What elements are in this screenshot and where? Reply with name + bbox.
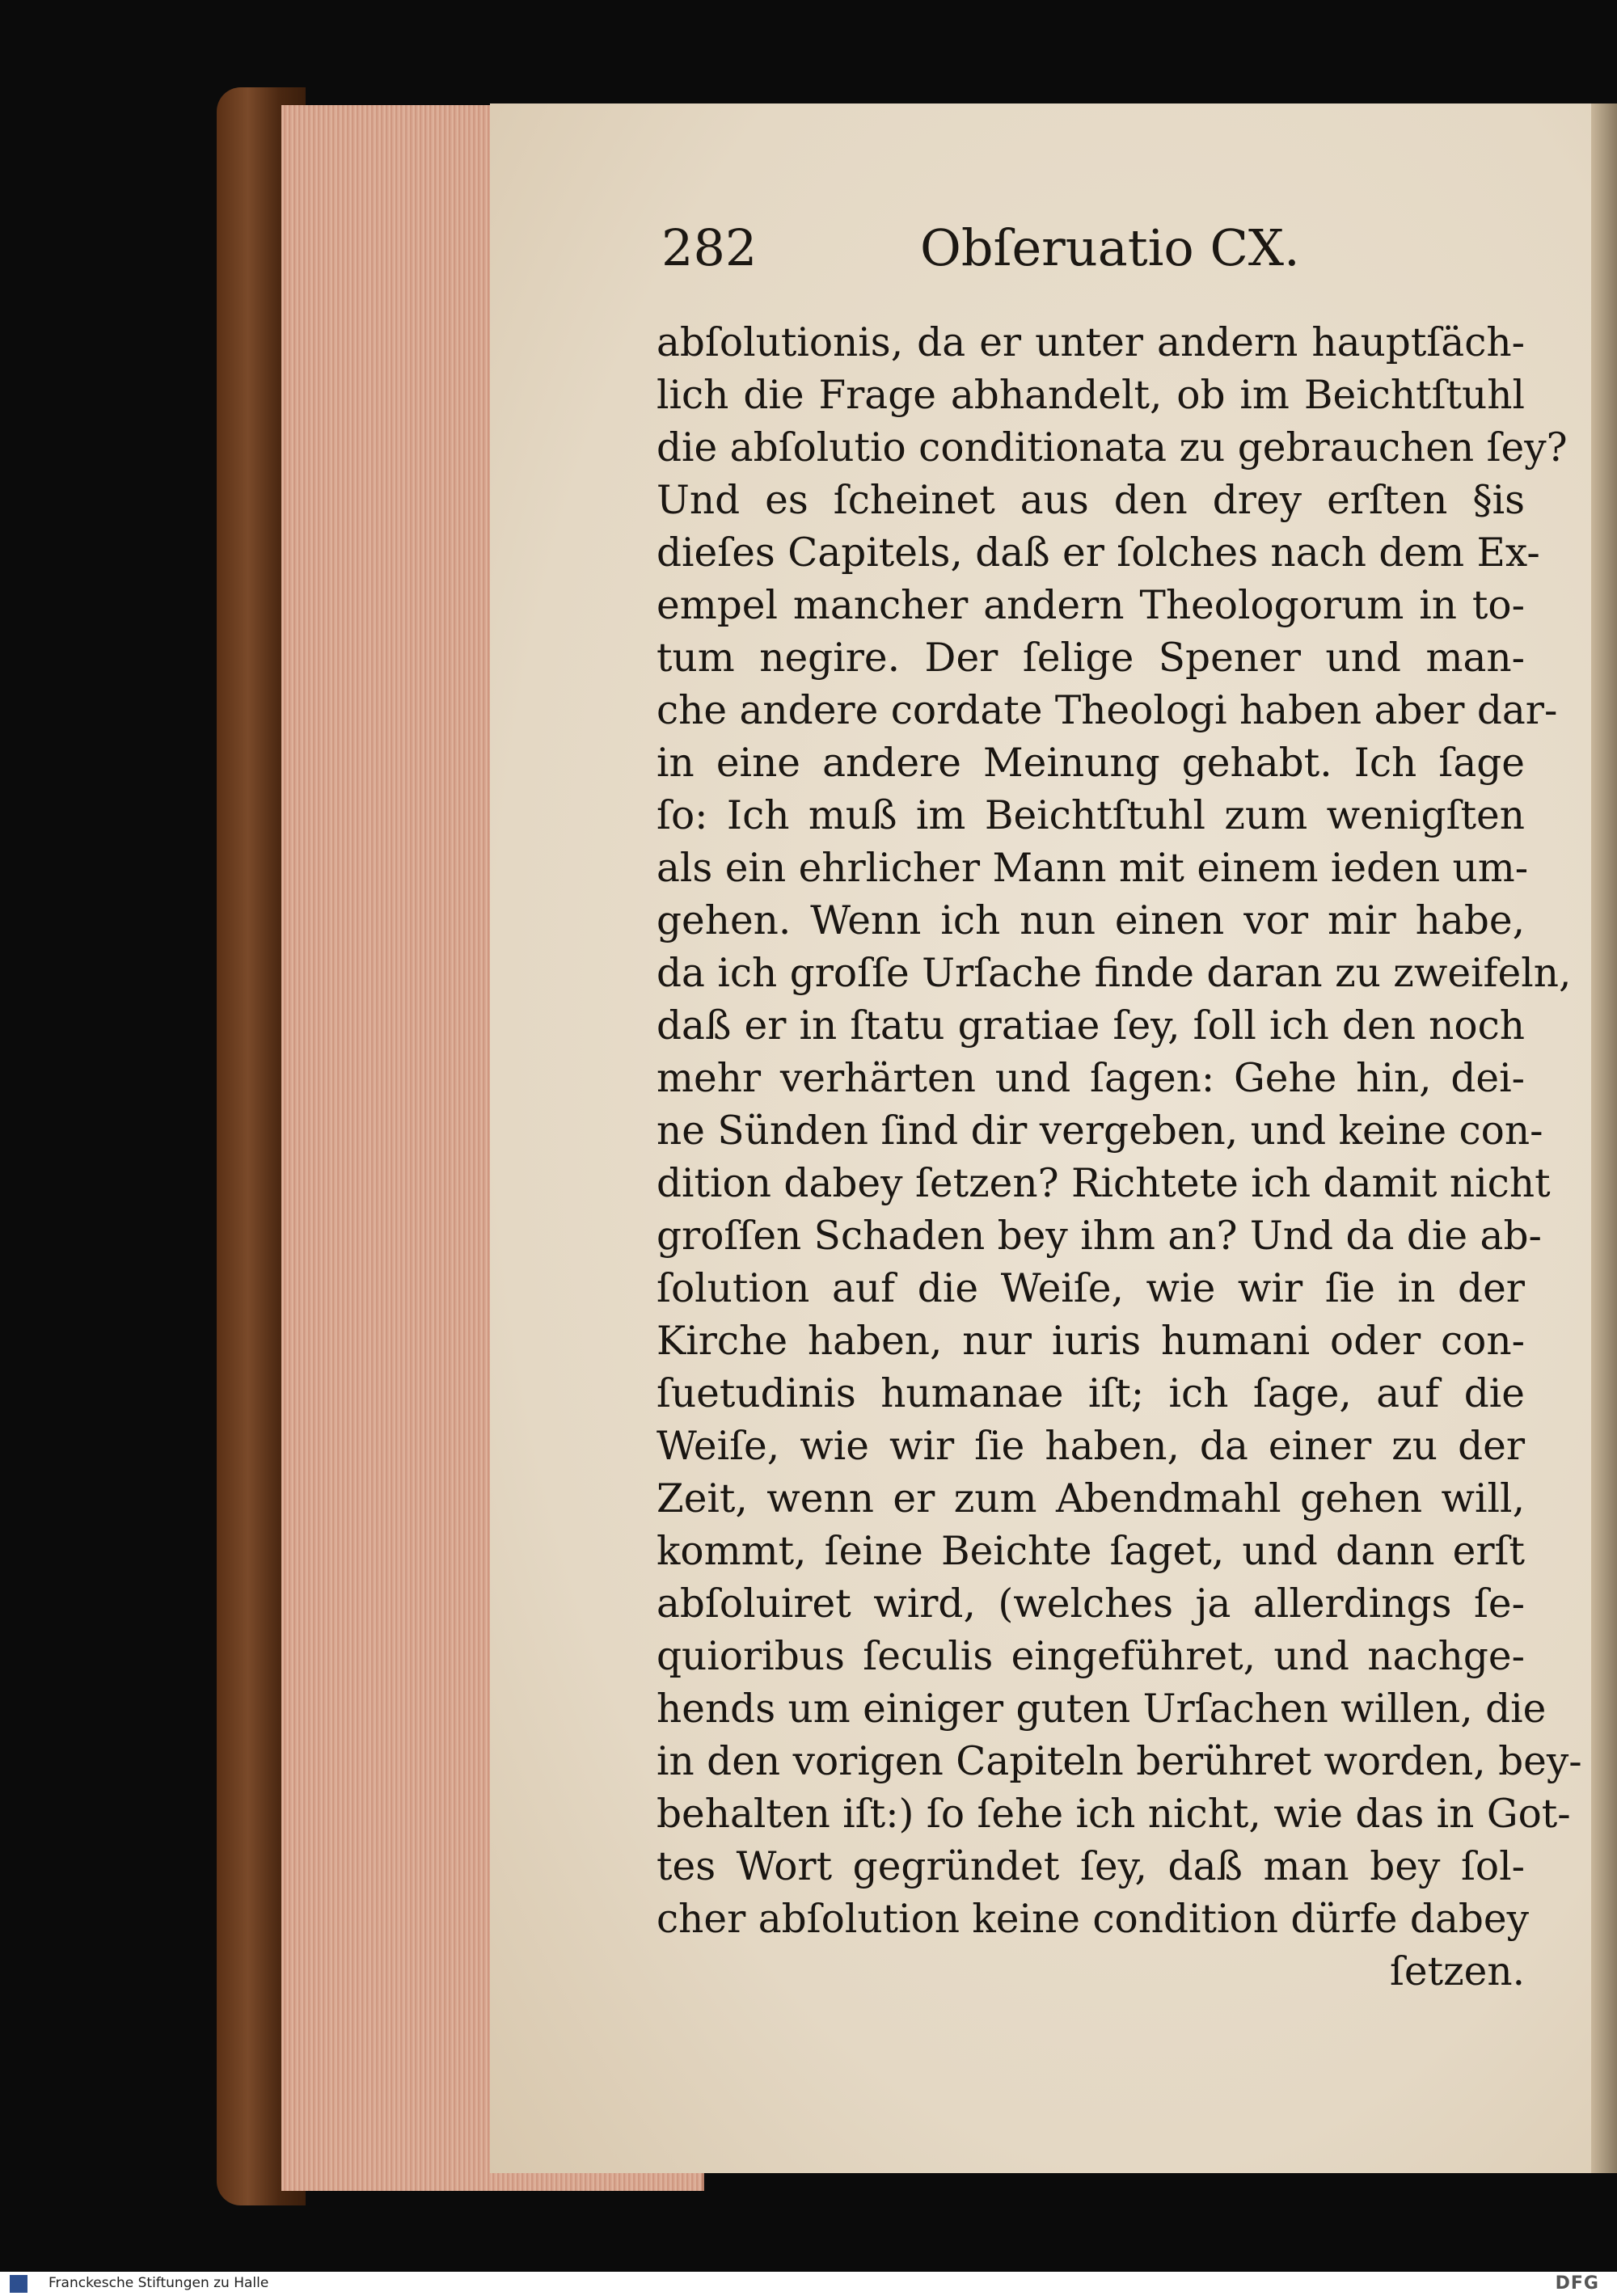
body-text	[657, 317, 1582, 1998]
funder-logo: DFG	[1555, 2273, 1599, 2294]
text-line: dition dabey ſetzen? Richtete ich damit nicht	[657, 1161, 1551, 1206]
text-line: da ich groſſe Urſache finde daran zu zweifeln,	[657, 951, 1572, 996]
page-gutter	[1591, 103, 1617, 2173]
text-line: quioribus ſeculis eingeführet, und nachge-	[657, 1634, 1525, 1679]
text-line: gehen. Wenn ich nun einen vor mir habe,	[657, 898, 1525, 943]
text-line: Weiſe, wie wir ſie haben, da einer zu der	[657, 1424, 1525, 1469]
text-line: cher abſolution keine condition dürfe dabey	[657, 1897, 1530, 1942]
text-line: che andere cordate Theologi haben aber dar-	[657, 688, 1558, 733]
institution-logo-icon	[10, 2275, 27, 2293]
text-line: groſſen Schaden bey ihm an? Und da die ab-	[657, 1213, 1542, 1259]
text-line: in den vorigen Capiteln berühret worden, bey-	[657, 1739, 1582, 1784]
text-line: Kirche haben, nur iuris humani oder con-	[657, 1319, 1525, 1364]
institution-name: Franckesche Stiftungen zu Halle	[49, 2275, 269, 2291]
text-line: Zeit, wenn er zum Abendmahl gehen will,	[657, 1476, 1525, 1522]
text-line: lich die Frage abhandelt, ob im Beichtſtuhl	[657, 373, 1525, 418]
text-line: als ein ehrlicher Mann mit einem ieden um-	[657, 846, 1529, 891]
text-line: empel mancher andern Theologorum in to-	[657, 583, 1525, 628]
page-title: Obſeruatio CX.	[920, 218, 1300, 277]
viewer-footer	[0, 2272, 1617, 2296]
text-line: kommt, ſeine Beichte ſaget, und dann erſt	[657, 1529, 1525, 1574]
text-line: tes Wort gegründet ſey, daß man bey ſol-	[657, 1844, 1525, 1889]
text-line: ſuetudinis humanae iſt; ich ſage, auf die	[657, 1371, 1525, 1416]
text-line: daß er in ſtatu gratiae ſey, ſoll ich den noch	[657, 1003, 1525, 1049]
text-line: abſoluiret wird, (welches ja allerdings ſe-	[657, 1581, 1525, 1627]
text-line: ſolution auf die Weiſe, wie wir ſie in der	[657, 1266, 1525, 1311]
text-line: abſolutionis, da er unter andern hauptſäch-	[657, 320, 1525, 365]
text-line: die abſolutio conditionata zu gebrauchen ſey?	[657, 425, 1568, 471]
text-line: ne Sünden ſind dir vergeben, und keine con-	[657, 1108, 1543, 1154]
text-line: in eine andere Meinung gehabt. Ich ſage	[657, 741, 1525, 786]
page-number: 282	[661, 218, 758, 277]
text-line: Und es ſcheinet aus den drey erſten §is	[657, 478, 1525, 523]
catchword-line: ſetzen.	[1389, 1949, 1525, 1994]
page-header	[661, 218, 1470, 291]
text-line: hends um einiger guten Urſachen willen, die	[657, 1686, 1547, 1732]
text-line: ſo: Ich muß im Beichtſtuhl zum wenigſten	[657, 793, 1525, 838]
text-line: mehr verhärten und ſagen: Gehe hin, dei-	[657, 1056, 1525, 1101]
text-line: tum negire. Der ſelige Spener und man-	[657, 635, 1525, 681]
text-line: dieſes Capitels, daß er ſolches nach dem Ex-	[657, 530, 1540, 576]
text-line: behalten iſt:) ſo ſehe ich nicht, wie das in Got-	[657, 1792, 1571, 1837]
